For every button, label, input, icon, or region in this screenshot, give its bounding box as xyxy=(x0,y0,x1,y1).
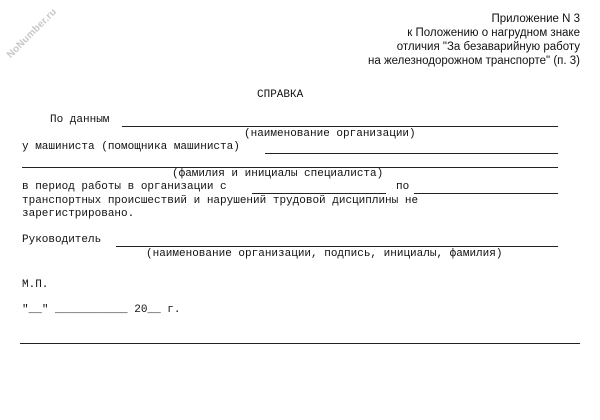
by-data-label: По данным xyxy=(50,114,110,126)
organization-blank[interactable] xyxy=(122,126,558,127)
period-to-label: по xyxy=(396,181,410,193)
document-title: СПРАВКА xyxy=(257,89,304,101)
watermark-text: NoNumber.ru xyxy=(4,6,60,61)
head-label: Руководитель xyxy=(22,234,102,246)
date-day-blank[interactable]: __ xyxy=(28,304,42,316)
head-caption: (наименование организации, подпись, инициалы, фамилия) xyxy=(146,248,503,260)
date-month-blank[interactable]: ___________ xyxy=(55,304,128,316)
date-quote-open: " xyxy=(22,304,29,316)
watermark xyxy=(0,4,62,68)
period-from-label: в период работы в организации с xyxy=(22,181,227,193)
period-to-blank[interactable] xyxy=(414,193,558,194)
date-row xyxy=(22,304,180,317)
date-year: 20__ г. xyxy=(134,304,181,316)
appendix-line-4: на железнодорожном транспорте" (п. 3) xyxy=(368,55,580,67)
stamp-label: М.П. xyxy=(22,279,49,291)
driver-name-blank[interactable] xyxy=(265,153,558,154)
bottom-rule xyxy=(20,343,580,344)
organization-caption: (наименование организации) xyxy=(244,128,416,140)
appendix-header xyxy=(368,12,580,68)
head-blank[interactable] xyxy=(116,246,558,247)
statement-line-2: зарегистрировано. xyxy=(22,208,135,220)
appendix-line-3: отличия "За безаварийную работу xyxy=(396,41,580,53)
statement-line-1: транспортных происшествий и нарушений трудовой дисциплины не xyxy=(22,195,419,207)
period-from-blank[interactable] xyxy=(252,193,386,194)
driver-label: у машиниста (помощника машиниста) xyxy=(22,141,240,153)
date-quote-close: " xyxy=(41,304,49,316)
appendix-line-2: к Положению о нагрудном знаке xyxy=(407,27,580,39)
specialist-caption: (фамилия и инициалы специалиста) xyxy=(172,168,384,180)
appendix-line-1: Приложение N 3 xyxy=(491,13,580,25)
